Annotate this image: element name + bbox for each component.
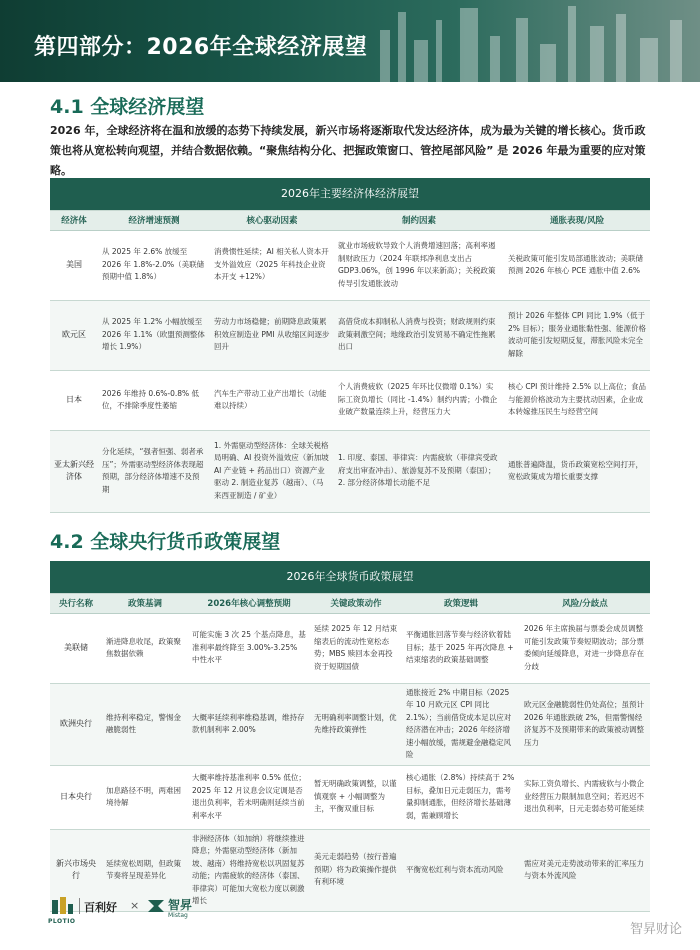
- column-header: 核心驱动因素: [210, 210, 334, 230]
- table-cell: 通胀接近 2% 中期目标（2025 年 10 月欧元区 CPI 同比 2.1%）；当前借贷成本足以应对经济潜在冲击；2026 年经济增速小幅放缓，需规避金融稳定风险: [402, 683, 520, 765]
- table-cell: 暂无明确政策调整，以谨慎观察 + 小幅调整为主，平衡双重目标: [310, 765, 402, 829]
- table-row: [50, 613, 650, 683]
- table-cell: 从 2025 年 1.2% 小幅放缓至 2026 年 1.1%（欧盟预测整体增长 1.9%）: [98, 300, 210, 370]
- zhisheng-logo-icon: [146, 896, 166, 916]
- page-footer: [0, 890, 700, 950]
- table-cell: 延续宽松周期，但政策节奏将呈现差异化: [102, 829, 188, 911]
- column-header: 政策逻辑: [402, 593, 520, 613]
- section-heading-global-economy: 4.1 全球经济展望: [50, 96, 205, 118]
- table-row: [50, 765, 650, 829]
- table-cell: 1. 印度、泰国、菲律宾：内需疲软（菲律宾受政府支出审查冲击）、旅游复苏不及预期（泰国）；2. 部分经济体增长动能不足: [334, 430, 504, 512]
- column-header: 经济体: [50, 210, 98, 230]
- table-cell: 欧元区金融脆弱性仍处高位；虽预计 2026 年通胀跌破 2%，但需警惕经济复苏不及预期带来的政策被动调整压力: [520, 683, 650, 765]
- page-title: 第四部分：2026年全球经济展望: [34, 35, 368, 60]
- column-header: 央行名称: [50, 593, 102, 613]
- column-header: 关键政策动作: [310, 593, 402, 613]
- table-row: [50, 683, 650, 765]
- table-cell: 劳动力市场稳健；前期降息政策累积效应制造业 PMI 从收缩区间逐步回升: [210, 300, 334, 370]
- row-header: 欧元区: [50, 300, 98, 370]
- table-cell: 高借贷成本抑制私人消费与投资；财政规则约束政策刺激空间；地缘政治引发贸易不确定性拖累出口: [334, 300, 504, 370]
- table-cell: 核心 CPI 预计维持 2.5% 以上高位；食品与能源价格波动为主要扰动因素，企业成本转嫁推压民生与经营空间: [504, 370, 650, 430]
- table-title: 2026年主要经济体经济展望: [50, 178, 650, 210]
- row-header: 美联储: [50, 613, 102, 683]
- brand-name-secondary: 智昇: [168, 898, 193, 912]
- table-cell: 可能实施 3 次 25 个基点降息，基准利率最终降至 3.00%-3.25% 中性水平: [188, 613, 310, 683]
- table-cell: 关税政策可能引发局部通胀波动；美联储预测 2026 年核心 PCE 通胀中值 2.6%: [504, 230, 650, 300]
- section-heading-monetary-policy: 4.2 全球央行货币政策展望: [50, 531, 281, 553]
- column-header: 风险/分歧点: [520, 593, 650, 613]
- table-header-row: [50, 593, 650, 613]
- table-cell: 就业市场疲软导致个人消费增速回落；高利率遏制财政压力（2024 年联邦净利息支出占 GDP3.06%，创 1996 年以来新高）；关税政策传导引发通胀波动: [334, 230, 504, 300]
- intro-paragraph: 2026 年，全球经济将在温和放缓的态势下持续发展，新兴市场将逐渐取代发达经济体，成为最为关键的增长核心。货币政策也将从宽松转向观望，并结合数据依赖。“聚焦结构分化、把握政策窗口、管控尾部风险” 是 2026 年最为重要的应对策略。: [50, 124, 646, 177]
- monetary-policy-table: [50, 561, 650, 912]
- table-cell: 个人消费疲软（2025 年环比仅微增 0.1%）实际工资负增长（同比 -1.4%）制约内需；小微企业破产数量连续上升，经营压力大: [334, 370, 504, 430]
- table-cell: 分化延续，“强者恒强、弱者承压”；外需驱动型经济体表现超预期，部分经济体增速不及预期: [98, 430, 210, 512]
- table-cell: 2026 年维持 0.6%-0.8% 低位，不排除季度性萎缩: [98, 370, 210, 430]
- table-row: [50, 370, 650, 430]
- column-header: 制约因素: [334, 210, 504, 230]
- cityscape-decoration: [340, 0, 700, 82]
- row-header: 新兴市场央行: [50, 829, 102, 911]
- table-cell: 大概率延续利率维稳基调，维持存款机制利率 2.00%: [188, 683, 310, 765]
- table-row: [50, 430, 650, 512]
- table-cell: 美元走弱趋势（按行普遍预期）将为政策操作提供有利环境: [310, 829, 402, 911]
- brand-name-primary: 百利好: [84, 901, 117, 914]
- table-cell: 加息路径不明，两难困境待解: [102, 765, 188, 829]
- footer-divider: [79, 898, 80, 914]
- plotio-logo-text: PLOTIO: [48, 918, 76, 925]
- table-cell: 2026 年主席换届与票委会成员调整可能引发政策节奏短期波动；部分票委倾向延缓降息，对进一步降息存在分歧: [520, 613, 650, 683]
- row-header: 欧洲央行: [50, 683, 102, 765]
- table-cell: 平衡通胀回落节奏与经济软着陆目标；基于 2025 年再次降息 + 结束缩表的政策基础调整: [402, 613, 520, 683]
- row-header: 美国: [50, 230, 98, 300]
- table-cell: 大概率维持基准利率 0.5% 低位；2025 年 12 月议息会议定调是否退出负利率，若未明确则延续当前利率水平: [188, 765, 310, 829]
- row-header: 亚太新兴经济体: [50, 430, 98, 512]
- brand-separator: ×: [130, 899, 140, 912]
- column-header: 2026年核心调整预期: [188, 593, 310, 613]
- table-cell: 从 2025 年 2.6% 放缓至 2026 年 1.8%-2.0%（美联储预期中值 1.8%）: [98, 230, 210, 300]
- column-header: 政策基调: [102, 593, 188, 613]
- table-cell: 非洲经济体（如加纳）将继续推进降息；外需驱动型经济体（新加坡、越南）将维持宽松以巩固复苏动能；内需疲软的经济体（泰国、菲律宾）可能加大宽松力度以刺激增长: [188, 829, 310, 911]
- table-cell: 平衡宽松红利与资本流动风险: [402, 829, 520, 911]
- column-header: 通胀表现/风险: [504, 210, 650, 230]
- watermark: 智昇财论: [629, 922, 682, 937]
- table-row: [50, 230, 650, 300]
- brand-subtitle: Mistag: [168, 912, 188, 919]
- table-header-row: [50, 210, 650, 230]
- table-cell: 无明确利率调整计划，优先维持政策弹性: [310, 683, 402, 765]
- table-cell: 实际工资负增长、内需疲软与小微企业经营压力限制加息空间；若迟迟不退出负利率，日元走弱态势可能延续: [520, 765, 650, 829]
- column-header: 经济增速预测: [98, 210, 210, 230]
- table-cell: 1. 外需驱动型经济体：全球关税格局明确、AI 投资外溢效应（新加坡 AI 产业链 + 药品出口）资源产业驱动 2. 制造业复苏（越南）、（马来西亚制造 / 矿业）: [210, 430, 334, 512]
- table-cell: 维持利率稳定，警惕金融脆弱性: [102, 683, 188, 765]
- plotio-logo-icon: [50, 896, 74, 916]
- table-cell: 预计 2026 年整体 CPI 同比 1.9%（低于 2% 目标）；服务业通胀黏性强、能源价格波动可能引发短期反复，滞胀风险未完全解除: [504, 300, 650, 370]
- row-header: 日本央行: [50, 765, 102, 829]
- table-cell: 延续 2025 年 12 月结束缩表后的流动性宽松态势；MBS 赎回本金再投资于短期国债: [310, 613, 402, 683]
- economy-outlook-table: [50, 178, 650, 513]
- table-cell: 需应对美元走势波动带来的汇率压力与资本外流风险: [520, 829, 650, 911]
- table-title: 2026年全球货币政策展望: [50, 561, 650, 593]
- table-cell: 消费惯性延续；AI 相关私人资本开支外溢效应（2025 年科技企业资本开支 +12%）: [210, 230, 334, 300]
- table-cell: 汽车生产带动工业产出增长（动能难以持续）: [210, 370, 334, 430]
- table-cell: 通胀普遍降温，货币政策宽松空间打开，宽松政策成为增长重要支撑: [504, 430, 650, 512]
- table-cell: 渐进降息收尾，政策聚焦数据依赖: [102, 613, 188, 683]
- table-cell: 核心通胀（2.8%）持续高于 2% 目标，叠加日元走弱压力，需考量抑制通胀，但经济增长基础薄弱，需兼顾增长: [402, 765, 520, 829]
- row-header: 日本: [50, 370, 98, 430]
- page-header: [0, 0, 700, 82]
- table-row: [50, 300, 650, 370]
